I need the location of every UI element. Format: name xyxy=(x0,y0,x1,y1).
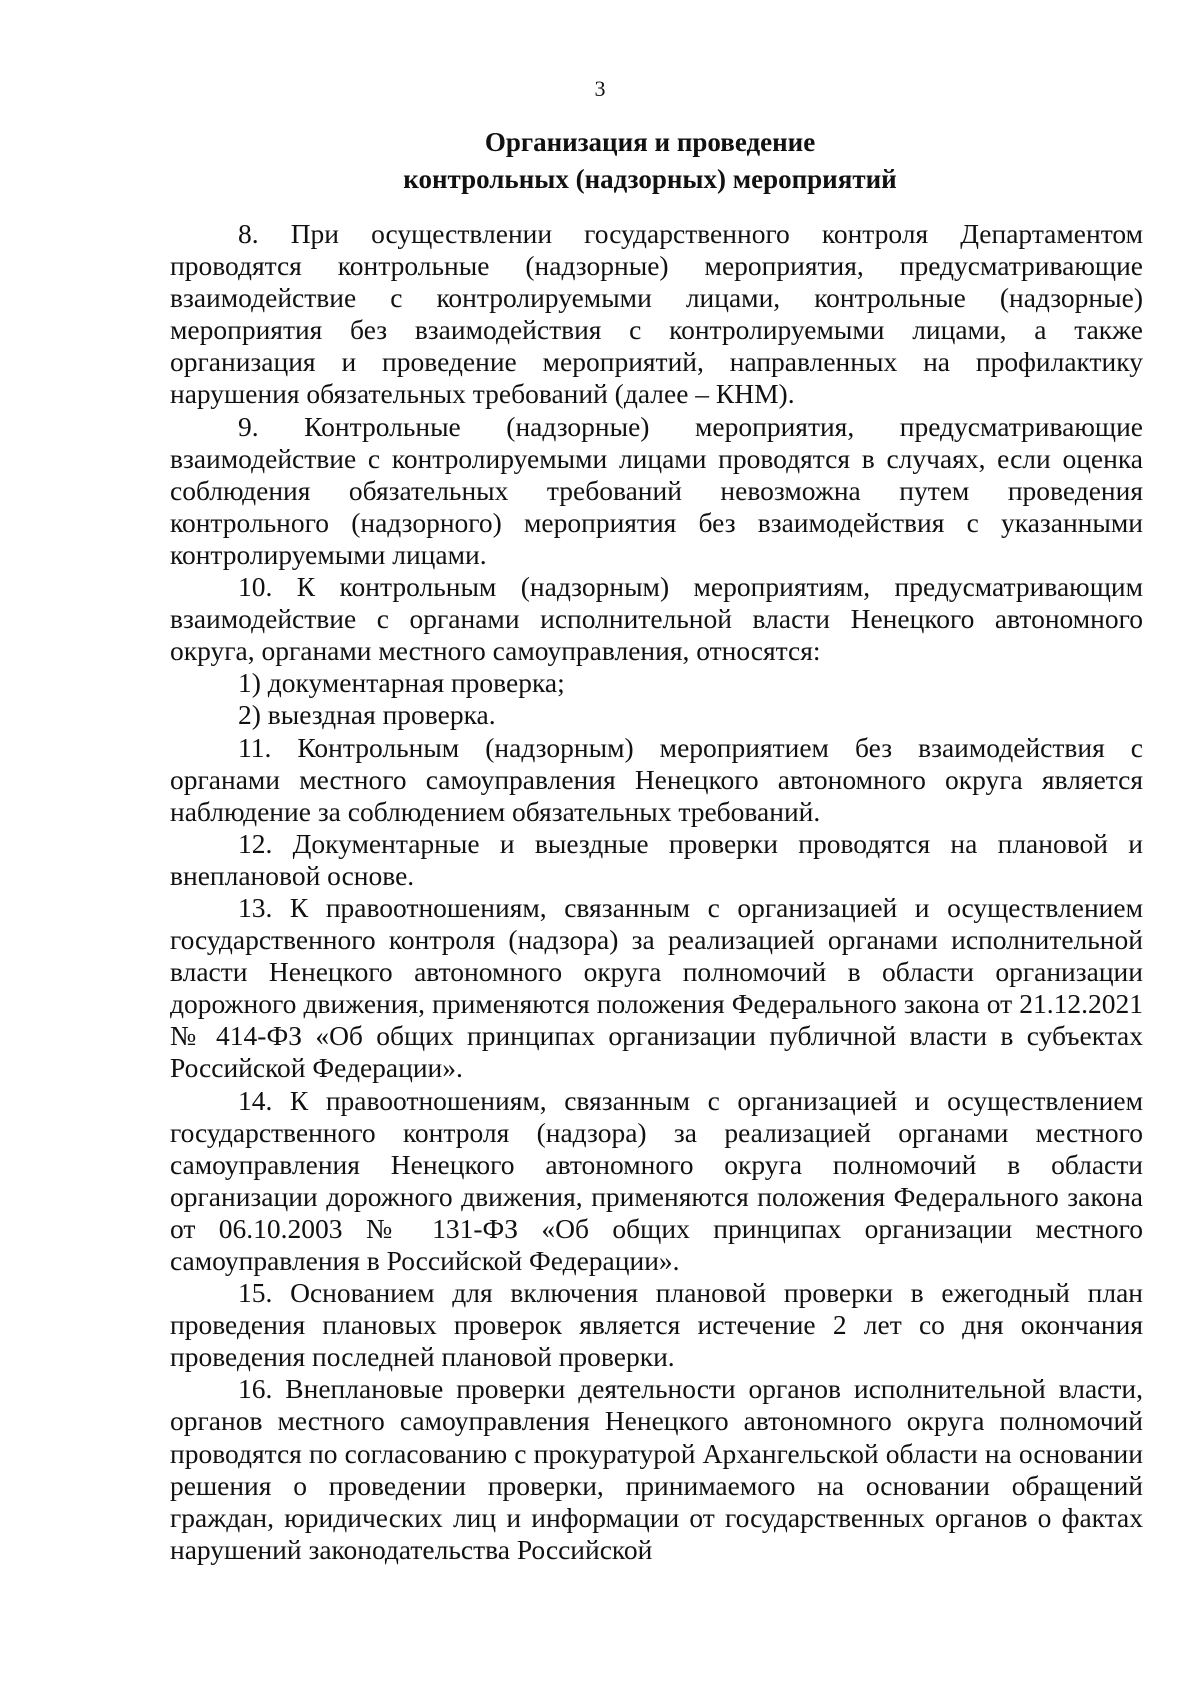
section-heading-line-2: контрольных (надзорных) мероприятий xyxy=(403,164,897,194)
list-item-1: 1) документарная проверка; xyxy=(238,667,565,699)
page-number: 3 xyxy=(594,76,606,101)
paragraph-14: 14. К правоотношениям, связанным с организацией и осуществлением государственного контроля (надзора) за реализацией органами местного самоуправления Ненецкого автономного округа полномочий в области организации дорожного движения, применяются положения Федерального закона от 06.10.2003 № 131-ФЗ «Об общих принципах организации местного самоуправления в Российской Федерации». xyxy=(170,1084,1143,1276)
section-heading-line-1: Организация и проведение xyxy=(484,127,816,157)
paragraph-15: 15. Основанием для включения плановой проверки в ежегодный план проведения плановых проверок является истечение 2 лет со дня окончания проведения последней плановой проверки. xyxy=(170,1277,1143,1373)
list-item-2: 2) выездная проверка. xyxy=(238,699,496,731)
paragraph-11: 11. Контрольным (надзорным) мероприятием без взаимодействия с органами местного самоуправления Ненецкого автономного округа является наблюдение за соблюдением обязательных требований. xyxy=(170,731,1143,827)
paragraph-10: 10. К контрольным (надзорным) мероприятиям, предусматривающим взаимодействие с органами исполнительной власти Ненецкого автономного округа, органами местного самоуправления, относятся: xyxy=(170,571,1143,667)
paragraph-12: 12. Документарные и выездные проверки проводятся на плановой и внеплановой основе. xyxy=(170,827,1143,891)
paragraph-13: 13. К правоотношениям, связанным с организацией и осуществлением государственного контроля (надзора) за реализацией органами исполнительной власти Ненецкого автономного округа полномочий в области организации дорожного движения, применяются положения Федерального закона от 21.12.2021 № 414-ФЗ «Об общих принципах организации публичной власти в субъектах Российской Федерации». xyxy=(170,891,1143,1084)
section-heading xyxy=(160,124,1140,198)
paragraph-9: 9. Контрольные (надзорные) мероприятия, предусматривающие взаимодействие с контролируемыми лицами проводятся в случаях, если оценка соблюдения обязательных требований невозможна путем проведения контрольного (надзорного) мероприятия без взаимодействия с указанными контролируемыми лицами. xyxy=(170,410,1143,570)
paragraph-16: 16. Внеплановые проверки деятельности органов исполнительной власти, органов местного самоуправления Ненецкого автономного округа полномочий проводятся по согласованию с прокуратурой Архангельской области на основании решения о проведении проверки, принимаемого на основании обращений граждан, юридических лиц и информации от государственных органов о фактах нарушений законодательства Российской xyxy=(170,1373,1143,1565)
document-body xyxy=(170,218,1143,1566)
paragraph-8: 8. При осуществлении государственного контроля Департаментом проводятся контрольные (надзорные) мероприятия, предусматривающие взаимодействие с контролируемыми лицами, контрольные (надзорные) мероприятия без взаимодействия с контролируемыми лицами, а также организация и проведение мероприятий, направленных на профилактику нарушения обязательных требований (далее – КНМ). xyxy=(170,218,1143,410)
